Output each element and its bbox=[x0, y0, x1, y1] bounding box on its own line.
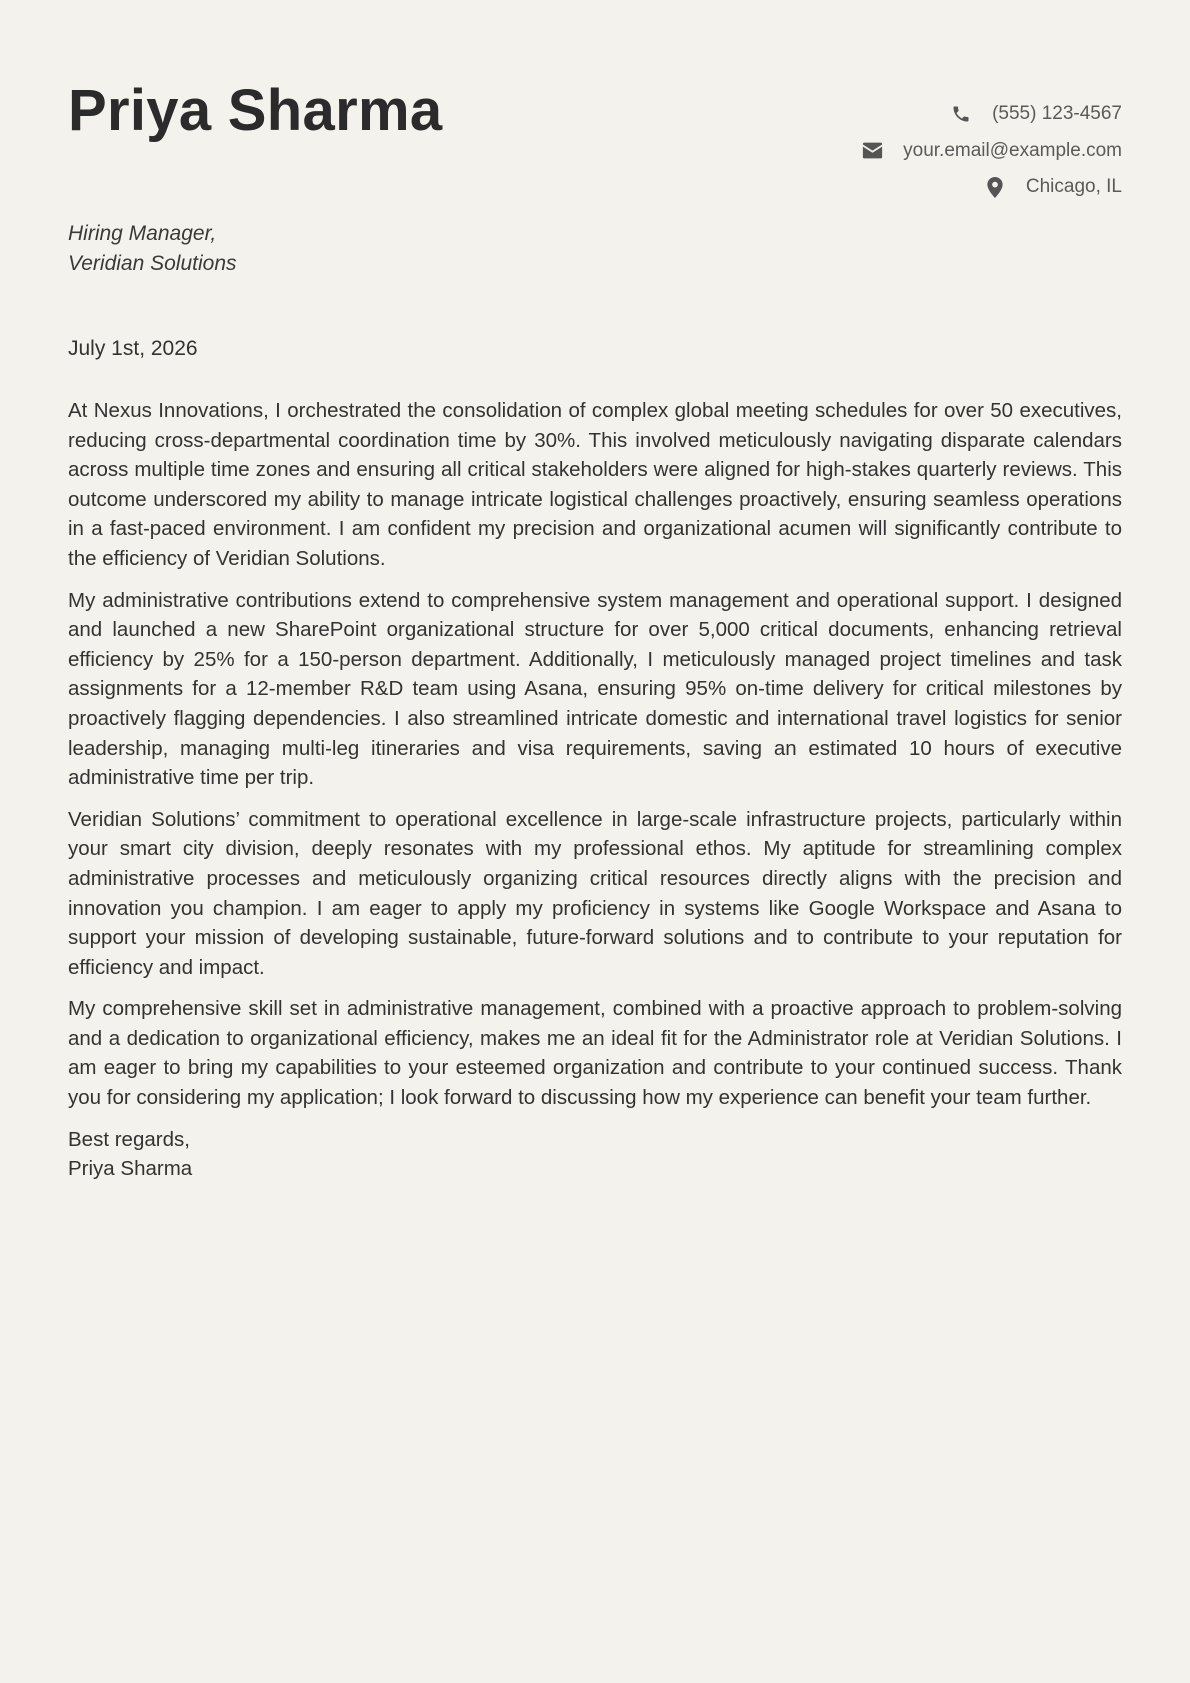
signature-name: Priya Sharma bbox=[68, 1157, 193, 1181]
location-text: Chicago, IL bbox=[1025, 176, 1122, 198]
contact-location bbox=[861, 169, 1122, 206]
recipient-line-1: Hiring Manager, bbox=[68, 222, 217, 245]
contact-phone bbox=[861, 96, 1122, 133]
applicant-name: Priya Sharma bbox=[68, 78, 443, 143]
phone-text: (555) 123-4567 bbox=[992, 103, 1122, 125]
envelope-icon bbox=[861, 140, 883, 162]
contact-block bbox=[861, 96, 1122, 206]
letter-header bbox=[68, 0, 1122, 200]
letter-date: July 1st, 2026 bbox=[68, 337, 198, 360]
map-pin-icon bbox=[984, 176, 1006, 198]
recipient-line-2: Veridian Solutions bbox=[68, 251, 237, 275]
body-paragraph-1: At Nexus Innovations, I orchestrated the consolidation of complex global meeting schedules for over 50 executives, reducing cross-departmental coordination time by 30%. This involved meticulously navigating disparate calendars across multiple time zones and ensuring all critical stakeholders were aligned for high-stakes quarterly reviews. This outcome underscored my ability to manage intricate logistical challenges proactively, ensuring seamless operations in a fast-paced environment. I am confident my precision and organizational acumen will significantly contribute to the efficiency of Veridian Solutions. bbox=[68, 399, 1122, 570]
body-paragraph-2: My administrative contributions extend to comprehensive system management and operational support. I designed and launched a new SharePoint organizational structure for over 5,000 critical documents, enhancing retrieval efficiency by 25% for a 150-person department. Additionally, I meticulously managed project timelines and task assignments for a 12-member R&D team using Asana, ensuring 95% on-time delivery for critical milestones by proactively flagging dependencies. I also streamlined intricate domestic and international travel logistics for senior leadership, managing multi-leg itineraries and visa requirements, saving an estimated 10 hours of executive administrative time per trip. bbox=[68, 588, 1122, 790]
body-paragraph-4: My comprehensive skill set in administrative management, combined with a proactive approach to problem-solving and a dedication to organizational efficiency, makes me an ideal fit for the Administrator role at Veridian Solutions. I am eager to bring my capabilities to your esteemed organization and contribute to your continued success. Thank you for considering my application; I look forward to discussing how my experience can benefit your team further. bbox=[68, 997, 1122, 1110]
letter-body bbox=[68, 396, 1122, 1184]
recipient-block bbox=[68, 219, 237, 278]
closing-block bbox=[68, 1125, 1122, 1184]
body-paragraph-3: Veridian Solutions’ commitment to operational excellence in large-scale infrastructure projects, particularly within your smart city division, deeply resonates with my professional ethos. My aptitude for streamlining complex administrative processes and meticulously organizing critical resources directly aligns with the precision and innovation you champion. I am eager to apply my proficiency in systems like Google Workspace and Asana to support your mission of developing sustainable, future-forward solutions and to contribute to your reputation for efficiency and impact. bbox=[68, 807, 1122, 979]
closing-salutation: Best regards, bbox=[68, 1127, 190, 1151]
phone-icon bbox=[950, 103, 972, 125]
email-text: your.email@example.com bbox=[903, 139, 1122, 161]
contact-email bbox=[861, 133, 1122, 170]
